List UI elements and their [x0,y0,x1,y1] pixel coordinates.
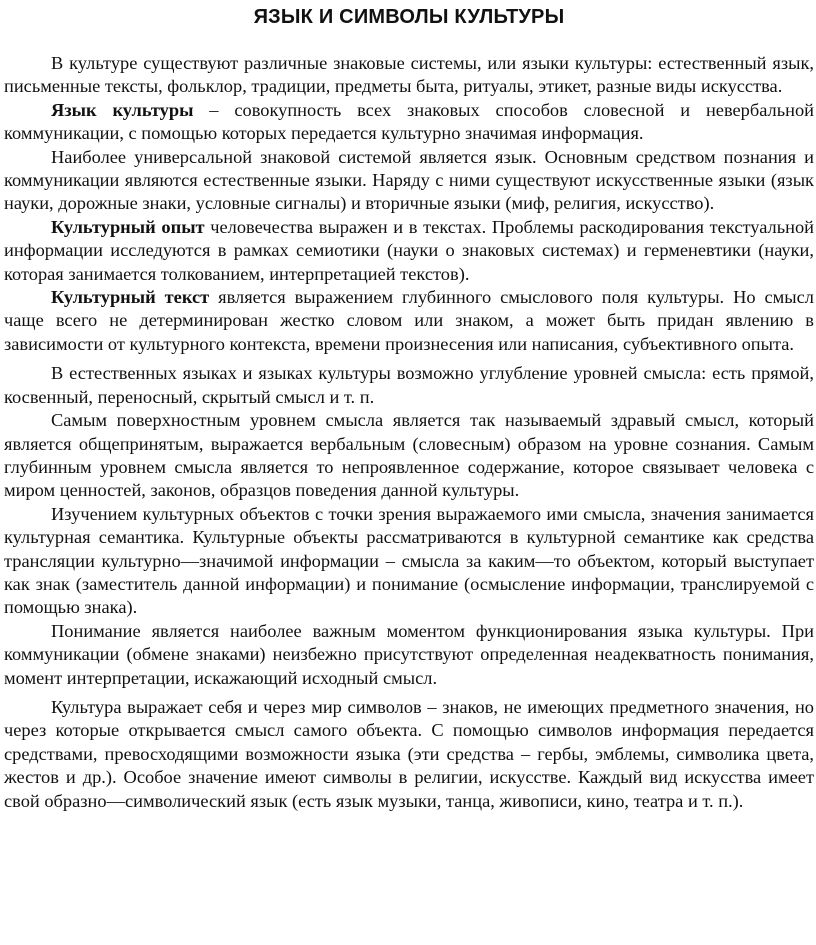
paragraph-8-text: Изучением культурных объектов с точки зрения выражаемого ими смысла, значения занимается культурная семантика. Культурные объекты рассматриваются в культурной семантике как средства трансляции культурно—значимой информации – смысла за каким—то объектом, который выступает как знак (заместитель данной информации) и понимание (осмысление информации, транслируемой с помощью знака). [4,503,814,618]
paragraph-6 [4,362,814,409]
paragraph-7 [4,409,814,503]
paragraph-8 [4,503,814,620]
paragraph-1-text: В культуре существуют различные знаковые системы, или языки культуры: естественный язык, письменные тексты, фольклор, традиции, предметы быта, ритуалы, этикет, разные виды искусства. [4,53,814,97]
paragraph-10 [4,696,814,813]
paragraph-3-text: Наиболее универсальной знаковой системой является язык. Основным средством познания и коммуникации являются естественные языки. Наряду с ними существуют искусственные языки (язык науки, дорожные знаки, условные сигналы) и вторичные языки (миф, религия, искусство). [4,146,814,214]
paragraph-9-text: Понимание является наиболее важным моментом функционирования языка культуры. При коммуникации (обмене знаками) неизбежно присутствуют определенная неадекватность понимания, момент интерпретации, искажающий исходный смысл. [4,620,814,688]
term-cultural-experience: Культурный опыт [51,216,205,237]
paragraph-6-text: В естественных языках и языках культуры возможно углубление уровней смысла: есть прямой, косвенный, переносный, скрытый смысл и т. п. [4,363,814,407]
paragraph-2 [4,99,814,146]
paragraph-5 [4,286,814,356]
paragraph-10-text: Культура выражает себя и через мир символов – знаков, не имеющих предметного значения, но через которые открывается смысл самого объекта. С помощью символов информация передается средствами, превосходящими возможности языка (эти средства – гербы, эмблемы, символика цвета, жестов и др.). Особое значение имеют символы в религии, искусстве. Каждый вид искусства имеет свой образно—символический язык (есть язык музыки, танца, живописи, кино, театра и т. п.). [4,696,814,811]
paragraph-9 [4,620,814,690]
paragraph-1 [4,52,814,99]
paragraph-4-text: человечества выражен и в текстах. Проблемы раскодирования текстуальной информации исследуются в рамках семиотики (науки о знаковых системах) и герменевтики (науки, которая занимается толкованием, интерпретацией текстов). [4,216,814,284]
paragraph-5-text: является выражением глубинного смыслового поля культуры. Но смысл чаще всего не детерминирован жестко словом или знаком, а может быть придан явлению в зависимости от культурного контекста, времени произнесения или написания, субъективного опыта. [4,287,814,354]
paragraph-3 [4,146,814,216]
paragraph-2-text: – совокупность всех знаковых способов словесной и невербальной коммуникации, с помощью которых передается культурно значимая информация. [4,99,815,144]
paragraph-7-text: Самым поверхностным уровнем смысла является так называемый здравый смысл, который является общепринятым, выражается вербальным (словесным) образом на уровне сознания. Самым глубинным уровнем смысла является то непроявленное содержание, которое связывает человека с миром ценностей, законов, образцов поведения данной культуры. [4,410,814,501]
term-language-of-culture: Язык культуры [51,99,194,120]
term-cultural-text: Культурный текст [51,287,210,308]
paragraph-4 [4,216,814,286]
page-title: ЯЗЫК И СИМВОЛЫ КУЛЬТУРЫ [253,6,565,28]
